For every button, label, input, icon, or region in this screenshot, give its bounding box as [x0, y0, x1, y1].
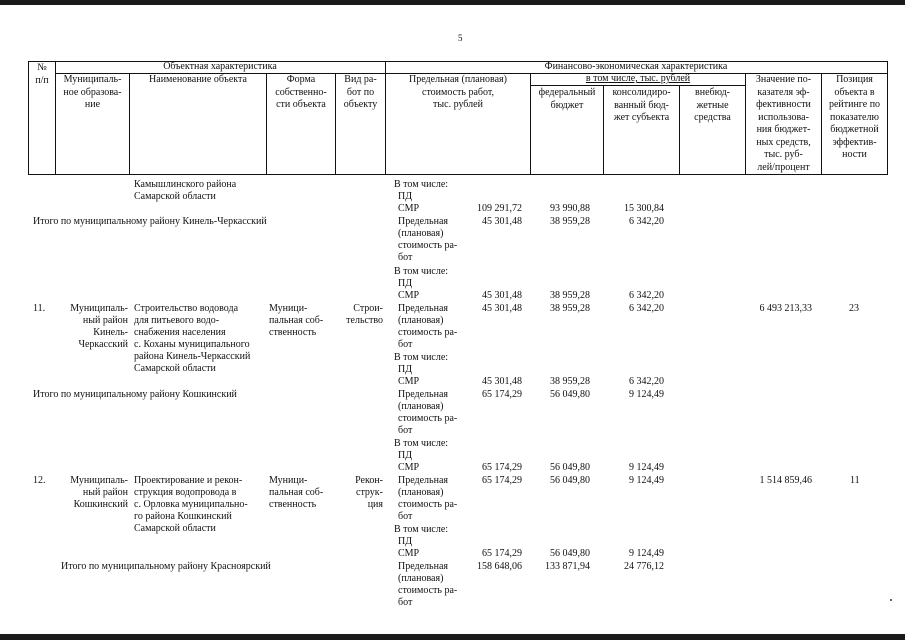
smr-label: СМР — [398, 290, 420, 301]
header-no: № п/п — [35, 62, 49, 86]
subtotal-smr-total: 65 174,29 — [482, 462, 522, 473]
scan-border-top — [0, 0, 905, 5]
scan-border-bottom — [0, 634, 905, 640]
row-object-name: Проектирование и рекон- струкция водопровода в с. Орловка муниципально- го района Кошкинский Самарской области — [134, 475, 248, 534]
header-including: в том числе, тыс. рублей — [585, 73, 691, 84]
header-planned-cost: Предельная (плановая) стоимость работ, тыс. рублей — [409, 74, 507, 110]
scan-speck — [890, 599, 892, 601]
row-smr-federal: 56 049,80 — [550, 548, 590, 559]
page-number: 5 — [458, 33, 463, 43]
row-smr-consolidated: 9 124,49 — [629, 548, 664, 559]
subtotal-smr-consolidated: 6 342,20 — [629, 290, 664, 301]
subtotal-smr-federal: 38 959,28 — [550, 290, 590, 301]
subtotal-total: 158 648,06 — [477, 561, 522, 572]
subtotal-label: Итого по муниципальному району Красноярский — [61, 561, 271, 572]
row-federal: 56 049,80 — [550, 475, 590, 486]
row-smr-consolidated: 6 342,20 — [629, 376, 664, 387]
carry-smr-label: СМР — [398, 203, 420, 214]
header-work-type: Вид ра- бот по объекту — [343, 74, 378, 110]
header-object-group: Объектная характеристика — [163, 61, 277, 72]
smr-label: СМР — [398, 376, 420, 387]
row-total: 65 174,29 — [482, 475, 522, 486]
subtotal-label: Итого по муниципальному району Кинель-Черкасский — [33, 216, 267, 227]
row-number: 11. — [33, 303, 46, 314]
row-smr-total: 65 174,29 — [482, 548, 522, 559]
subtotal-federal: 56 049,80 — [550, 389, 590, 400]
row-total: 45 301,48 — [482, 303, 522, 314]
row-rank: 11 — [850, 475, 860, 486]
incl-label: В том числе: — [394, 438, 449, 449]
row-work-type: Строи- тельство — [346, 303, 383, 326]
pd-label: ПД — [398, 364, 413, 375]
row-indicator: 6 493 213,33 — [759, 303, 812, 314]
subtotal-federal: 38 959,28 — [550, 216, 590, 227]
subtotal-federal: 133 871,94 — [545, 561, 590, 572]
subtotal-smr-federal: 56 049,80 — [550, 462, 590, 473]
row-consolidated: 6 342,20 — [629, 303, 664, 314]
header-extrabudget: внебюд- жетные средства — [694, 87, 731, 123]
incl-label: В том числе: — [394, 352, 449, 363]
row-indicator: 1 514 859,46 — [759, 475, 812, 486]
row-consolidated: 9 124,49 — [629, 475, 664, 486]
header-indicator: Значение по- казателя эф- фективности использова- ния бюджет- ных средств, тыс. руб- лей/процент — [755, 74, 812, 173]
subtotal-smr-consolidated: 9 124,49 — [629, 462, 664, 473]
header-object-name: Наименование объекта — [149, 74, 247, 85]
header-municipality: Муниципаль- ное образова- ние — [63, 74, 122, 110]
row-rank: 23 — [849, 303, 859, 314]
subtotal-total: 45 301,48 — [482, 216, 522, 227]
carry-object-name: Камышлинского района Самарской области — [134, 179, 237, 202]
planned-cost-label: Предельная (плановая) стоимость ра- бот — [398, 561, 458, 608]
carry-smr-total: 109 291,72 — [477, 203, 522, 214]
pd-label: ПД — [398, 278, 413, 289]
row-ownership: Муници- пальная соб- ственность — [269, 303, 324, 338]
incl-label: В том числе: — [394, 266, 449, 277]
incl-label: В том числе: — [394, 524, 449, 535]
pd-label: ПД — [398, 450, 413, 461]
smr-label: СМР — [398, 462, 420, 473]
header-finance-group: Финансово-экономическая характеристика — [544, 61, 728, 72]
row-federal: 38 959,28 — [550, 303, 590, 314]
planned-cost-label: Предельная (плановая) стоимость ра- бот — [398, 389, 458, 436]
row-municipality: Муниципаль- ный район Кошкинский — [70, 475, 128, 510]
planned-cost-label: Предельная (плановая) стоимость ра- бот — [398, 216, 458, 263]
subtotal-consolidated: 9 124,49 — [629, 389, 664, 400]
row-smr-federal: 38 959,28 — [550, 376, 590, 387]
carry-incl-label: В том числе: — [394, 179, 449, 190]
subtotal-consolidated: 6 342,20 — [629, 216, 664, 227]
header-ownership: Форма собственно- сти объекта — [275, 74, 327, 110]
row-ownership: Муници- пальная соб- ственность — [269, 475, 324, 510]
row-work-type: Рекон- струк- ция — [355, 475, 383, 510]
row-object-name: Строительство водовода для питьевого водо- снабжения населения с. Коханы муниципального района Кинель-Черкасский Самарской области — [134, 303, 251, 374]
header-rank: Позиция объекта в рейтинге по показателю бюджетной эффектив- ности — [828, 74, 881, 160]
row-municipality: Муниципаль- ный район Кинель- Черкасский — [70, 303, 128, 350]
header-consolidated: консолидиро- ванный бюд- жет субъекта — [612, 87, 671, 123]
row-smr-total: 45 301,48 — [482, 376, 522, 387]
pd-label: ПД — [398, 536, 413, 547]
carry-smr-consolidated: 15 300,84 — [624, 203, 664, 214]
carry-smr-federal: 93 990,88 — [550, 203, 590, 214]
subtotal-consolidated: 24 776,12 — [624, 561, 664, 572]
planned-cost-label: Предельная (плановая) стоимость ра- бот — [398, 475, 458, 522]
planned-cost-label: Предельная (плановая) стоимость ра- бот — [398, 303, 458, 350]
subtotal-label: Итого по муниципальному району Кошкинский — [33, 389, 237, 400]
carry-pd-label: ПД — [398, 191, 413, 202]
subtotal-smr-total: 45 301,48 — [482, 290, 522, 301]
header-federal: федеральный бюджет — [538, 87, 596, 111]
row-number: 12. — [33, 475, 46, 486]
smr-label: СМР — [398, 548, 420, 559]
subtotal-total: 65 174,29 — [482, 389, 522, 400]
